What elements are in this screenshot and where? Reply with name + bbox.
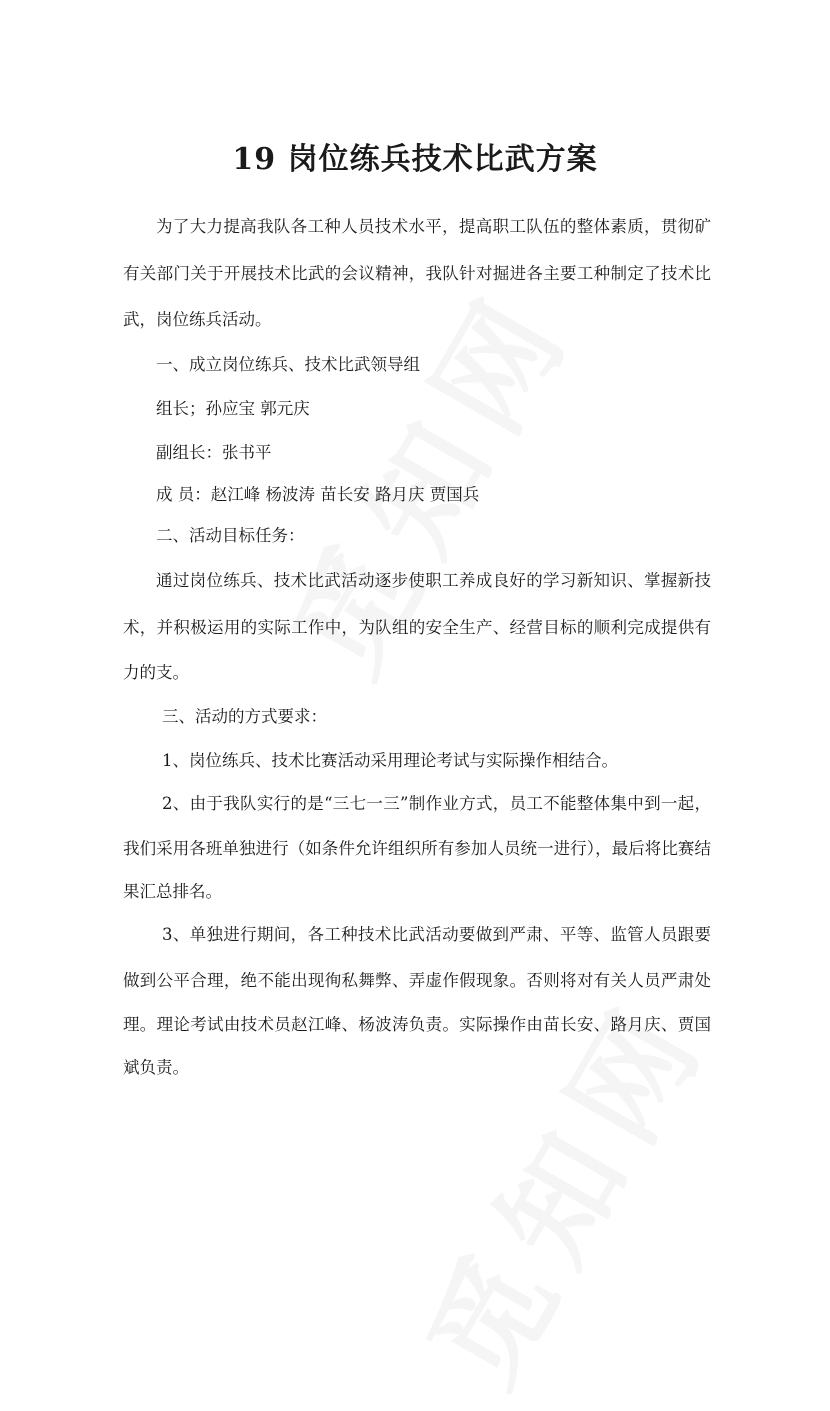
paragraph-line: 力的支。 — [123, 663, 189, 682]
paragraph-line: 有关部门关于开展技术比武的会议精神，我队针对掘进各主要工种制定了技术比 — [123, 264, 711, 283]
section-heading: 一、成立岗位练兵、技术比武领导组 — [156, 355, 420, 374]
paragraph-line: 组长；孙应宝 郭元庆 — [156, 399, 310, 418]
paragraph-line: 成 员：赵江峰 杨波涛 苗长安 路月庆 贾国兵 — [156, 485, 480, 504]
paragraph-line: 术，并积极运用的实际工作中，为队组的安全生产、经营目标的顺利完成提供有 — [123, 618, 711, 637]
section-heading: 三、活动的方式要求： — [162, 707, 327, 726]
paragraph-line: 我们采用各班单独进行（如条件允许组织所有参加人员统一进行），最后将比赛结 — [123, 839, 711, 858]
document-title: 19 岗位练兵技术比武方案 — [232, 142, 598, 177]
paragraph-line: 通过岗位练兵、技术比武活动逐步使职工养成良好的学习新知识、掌握新技 — [156, 571, 711, 590]
paragraph-line: 为了大力提高我队各工种人员技术水平，提高职工队伍的整体素质，贯彻矿 — [156, 217, 711, 236]
paragraph-line: 武，岗位练兵活动。 — [123, 310, 272, 329]
section-heading: 二、活动目标任务： — [156, 526, 305, 545]
paragraph-line: 3、单独进行期间，各工种技术比武活动要做到严肃、平等、监管人员跟要 — [162, 925, 711, 944]
paragraph-line: 副组长：张书平 — [156, 443, 272, 462]
paragraph-line: 1、岗位练兵、技术比赛活动采用理论考试与实际操作相结合。 — [162, 751, 618, 770]
paragraph-line: 做到公平合理，绝不能出现徇私舞弊、弄虚作假现象。否则将对有关人员严肃处 — [123, 971, 711, 990]
paragraph-line: 斌负责。 — [123, 1058, 189, 1077]
paragraph-line: 2、由于我队实行的是“三七一三”制作业方式，员工不能整体集中到一起， — [162, 794, 711, 813]
paragraph-line: 理。理论考试由技术员赵江峰、杨波涛负责。实际操作由苗长安、路月庆、贾国 — [123, 1015, 711, 1034]
paragraph-line: 果汇总排名。 — [123, 882, 222, 901]
